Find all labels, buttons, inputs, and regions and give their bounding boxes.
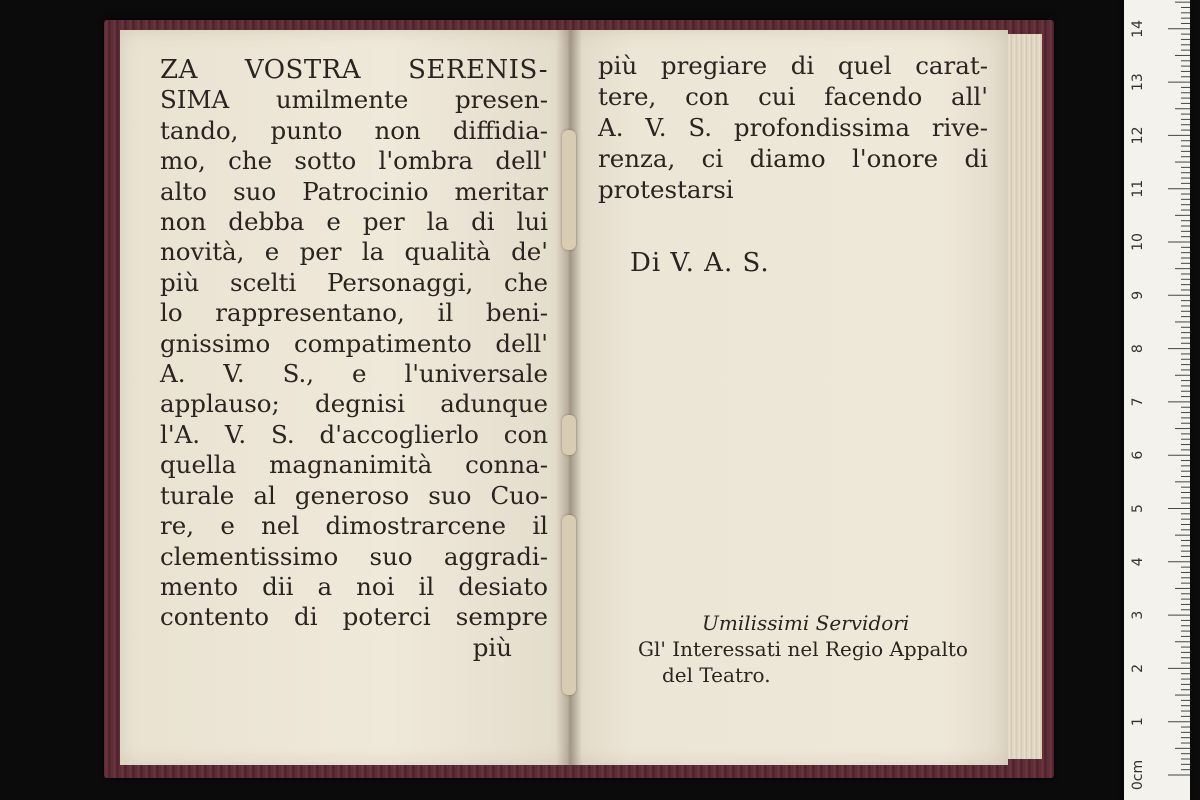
ruler-number: 0cm <box>1130 759 1146 791</box>
text-line: l'A. V. S. d'accoglierlo con <box>160 419 548 449</box>
text-line: re, e nel dimostrarcene il <box>160 511 548 541</box>
ruler-number: 5 <box>1130 504 1146 513</box>
signature-line: Umilissimi Servidori <box>702 611 910 635</box>
text-line: più scelti Personaggi, che <box>160 267 548 297</box>
ruler-scale <box>1124 0 1190 800</box>
text-line: ZA VOSTRA SERENIS- <box>160 55 548 85</box>
text-line: renza, ci diamo l'onore di <box>598 144 988 173</box>
ruler-number: 2 <box>1130 663 1146 673</box>
ruler-number: 9 <box>1130 290 1146 300</box>
binding-thread <box>562 130 576 250</box>
text-line: tando, punto non diffidia- <box>160 115 548 145</box>
text-line: gnissimo compatimento dell' <box>160 328 548 358</box>
text-line: contento di poterci sempre <box>160 602 548 632</box>
page-edges <box>1008 34 1042 759</box>
text-line: novità, e per la qualità de' <box>160 237 548 267</box>
signature-line: del Teatro. <box>662 663 771 687</box>
measuring-ruler <box>1124 0 1190 800</box>
text-line: applauso; degnisi adunque <box>160 389 548 419</box>
signature-line: Gl' Interessati nel Regio Appalto <box>638 637 968 661</box>
ruler-number: 10 <box>1130 233 1146 251</box>
text-line: clementissimo suo aggradi- <box>160 541 548 571</box>
text-line: A. V. S. profondissima rive- <box>598 113 988 142</box>
binding-thread <box>562 515 576 695</box>
text-line: turale al generoso suo Cuo- <box>160 480 548 510</box>
text-line: mento dii a noi il desiato <box>160 571 548 601</box>
right-page-text <box>598 50 988 205</box>
catchword: più <box>472 632 512 662</box>
ruler-number: 8 <box>1130 344 1146 354</box>
left-page-text <box>160 55 548 663</box>
ruler-number: 12 <box>1130 126 1146 145</box>
ruler-number: 4 <box>1130 557 1146 567</box>
ruler-number: 13 <box>1130 73 1146 92</box>
signature-block <box>610 610 1000 688</box>
text-line: tere, con cui facendo all' <box>598 82 988 111</box>
ruler-number: 1 <box>1130 717 1146 727</box>
binding-thread <box>562 415 576 455</box>
text-line: più pregiare di quel carat- <box>598 51 988 80</box>
text-line: SIMA umilmente presen- <box>160 85 548 115</box>
text-line: protestarsi <box>598 175 734 204</box>
text-line: mo, che sotto l'ombra dell' <box>160 146 548 176</box>
ruler-number: 14 <box>1130 19 1146 38</box>
text-line: A. V. S., e l'universale <box>160 359 548 389</box>
text-line: lo rappresentano, il beni- <box>160 298 548 328</box>
ruler-number: 7 <box>1130 397 1146 407</box>
ruler-number: 6 <box>1130 450 1146 460</box>
text-line: alto suo Patrocinio meritar <box>160 176 548 206</box>
text-line: quella magnanimità conna- <box>160 450 548 480</box>
text-line: non debba e per la di lui <box>160 207 548 237</box>
salutation: Di V. A. S. <box>630 248 770 278</box>
ruler-number: 3 <box>1130 610 1146 620</box>
ruler-number: 11 <box>1130 179 1146 198</box>
